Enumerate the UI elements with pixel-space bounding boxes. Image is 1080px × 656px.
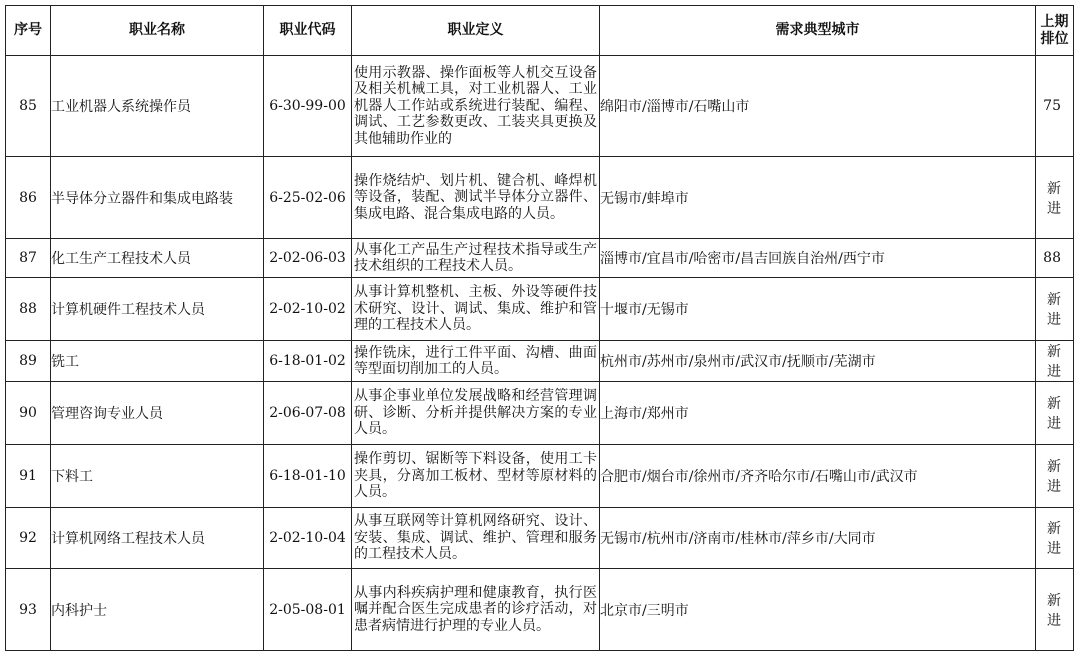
cell-occupation-name: 计算机网络工程技术人员 bbox=[51, 508, 264, 569]
table-row bbox=[6, 445, 1074, 508]
cell-occupation-definition: 使用示教器、操作面板等人机交互设备及相关机械工具，对工业机器人、工业机器人工作站或系统进行装配、编程、调试、工艺参数更改、工装夹具更换及其他辅助作业的 bbox=[352, 56, 600, 157]
cell-typical-cities: 无锡市/蚌埠市 bbox=[600, 157, 1036, 239]
header-typical-cities: 需求典型城市 bbox=[600, 6, 1036, 56]
table-row bbox=[6, 56, 1074, 157]
cell-previous-rank: 新进 bbox=[1036, 341, 1074, 382]
cell-index: 90 bbox=[6, 382, 51, 445]
cell-index: 85 bbox=[6, 56, 51, 157]
cell-index: 89 bbox=[6, 341, 51, 382]
header-previous-rank-line1: 上期 bbox=[1040, 13, 1069, 30]
cell-occupation-name: 管理咨询专业人员 bbox=[51, 382, 264, 445]
cell-occupation-definition: 从事计算机整机、主板、外设等硬件技术研究、设计、调试、集成、维护和管理的工程技术人员。 bbox=[352, 278, 600, 341]
cell-previous-rank: 新进 bbox=[1036, 445, 1074, 508]
cell-previous-rank: 新进 bbox=[1036, 569, 1074, 651]
header-occupation-code: 职业代码 bbox=[264, 6, 352, 56]
cell-occupation-definition: 从事内科疾病护理和健康教育，执行医嘱并配合医生完成患者的诊疗活动，对患者病情进行护理的专业人员。 bbox=[352, 569, 600, 651]
header-occupation-definition: 职业定义 bbox=[352, 6, 600, 56]
cell-occupation-name: 下料工 bbox=[51, 445, 264, 508]
cell-occupation-name: 铣工 bbox=[51, 341, 264, 382]
cell-typical-cities: 淄博市/宜昌市/哈密市/昌吉回族自治州/西宁市 bbox=[600, 239, 1036, 278]
cell-occupation-code: 6-30-99-00 bbox=[264, 56, 352, 157]
cell-typical-cities: 十堰市/无锡市 bbox=[600, 278, 1036, 341]
cell-occupation-code: 6-25-02-06 bbox=[264, 157, 352, 239]
cell-occupation-definition: 从事化工产品生产过程技术指导或生产技术组织的工程技术人员。 bbox=[352, 239, 600, 278]
cell-occupation-definition: 从事企事业单位发展战略和经营管理调研、诊断、分析并提供解决方案的专业人员。 bbox=[352, 382, 600, 445]
cell-occupation-code: 2-05-08-01 bbox=[264, 569, 352, 651]
header-row bbox=[6, 6, 1074, 56]
cell-typical-cities: 北京市/三明市 bbox=[600, 569, 1036, 651]
table-row bbox=[6, 508, 1074, 569]
cell-index: 88 bbox=[6, 278, 51, 341]
table-row bbox=[6, 239, 1074, 278]
cell-occupation-code: 2-02-06-03 bbox=[264, 239, 352, 278]
cell-previous-rank: 88 bbox=[1036, 239, 1074, 278]
table-row bbox=[6, 382, 1074, 445]
table-row bbox=[6, 278, 1074, 341]
cell-index: 92 bbox=[6, 508, 51, 569]
cell-typical-cities: 无锡市/杭州市/济南市/桂林市/萍乡市/大同市 bbox=[600, 508, 1036, 569]
occupation-table bbox=[5, 5, 1074, 651]
cell-occupation-definition: 操作烧结炉、划片机、键合机、峰焊机等设备，装配、测试半导体分立器件、集成电路、混合集成电路的人员。 bbox=[352, 157, 600, 239]
cell-occupation-name: 内科护士 bbox=[51, 569, 264, 651]
cell-typical-cities: 合肥市/烟台市/徐州市/齐齐哈尔市/石嘴山市/武汉市 bbox=[600, 445, 1036, 508]
header-previous-rank-line2: 排位 bbox=[1040, 30, 1069, 47]
header-index: 序号 bbox=[6, 6, 51, 56]
cell-occupation-name: 工业机器人系统操作员 bbox=[51, 56, 264, 157]
cell-occupation-name: 化工生产工程技术人员 bbox=[51, 239, 264, 278]
cell-occupation-name: 计算机硬件工程技术人员 bbox=[51, 278, 264, 341]
cell-previous-rank: 新进 bbox=[1036, 157, 1074, 239]
cell-occupation-code: 2-02-10-04 bbox=[264, 508, 352, 569]
cell-occupation-definition: 操作剪切、锯断等下料设备，使用工卡夹具，分离加工板材、型材等原材料的人员。 bbox=[352, 445, 600, 508]
cell-occupation-definition: 操作铣床，进行工件平面、沟槽、曲面等型面切削加工的人员。 bbox=[352, 341, 600, 382]
cell-previous-rank: 新进 bbox=[1036, 278, 1074, 341]
cell-occupation-name: 半导体分立器件和集成电路装 bbox=[51, 157, 264, 239]
cell-typical-cities: 上海市/郑州市 bbox=[600, 382, 1036, 445]
cell-occupation-code: 6-18-01-02 bbox=[264, 341, 352, 382]
cell-index: 87 bbox=[6, 239, 51, 278]
table-row bbox=[6, 569, 1074, 651]
cell-typical-cities: 杭州市/苏州市/泉州市/武汉市/抚顺市/芜湖市 bbox=[600, 341, 1036, 382]
cell-index: 91 bbox=[6, 445, 51, 508]
table-row bbox=[6, 157, 1074, 239]
cell-previous-rank: 新进 bbox=[1036, 382, 1074, 445]
cell-occupation-code: 6-18-01-10 bbox=[264, 445, 352, 508]
header-occupation-name: 职业名称 bbox=[51, 6, 264, 56]
cell-index: 86 bbox=[6, 157, 51, 239]
cell-occupation-definition: 从事互联网等计算机网络研究、设计、安装、集成、调试、维护、管理和服务的工程技术人员。 bbox=[352, 508, 600, 569]
cell-typical-cities: 绵阳市/淄博市/石嘴山市 bbox=[600, 56, 1036, 157]
cell-index: 93 bbox=[6, 569, 51, 651]
cell-occupation-code: 2-02-10-02 bbox=[264, 278, 352, 341]
table-body bbox=[6, 56, 1074, 651]
cell-occupation-code: 2-06-07-08 bbox=[264, 382, 352, 445]
cell-previous-rank: 75 bbox=[1036, 56, 1074, 157]
header-previous-rank bbox=[1036, 6, 1074, 56]
cell-previous-rank: 新进 bbox=[1036, 508, 1074, 569]
table-row bbox=[6, 341, 1074, 382]
